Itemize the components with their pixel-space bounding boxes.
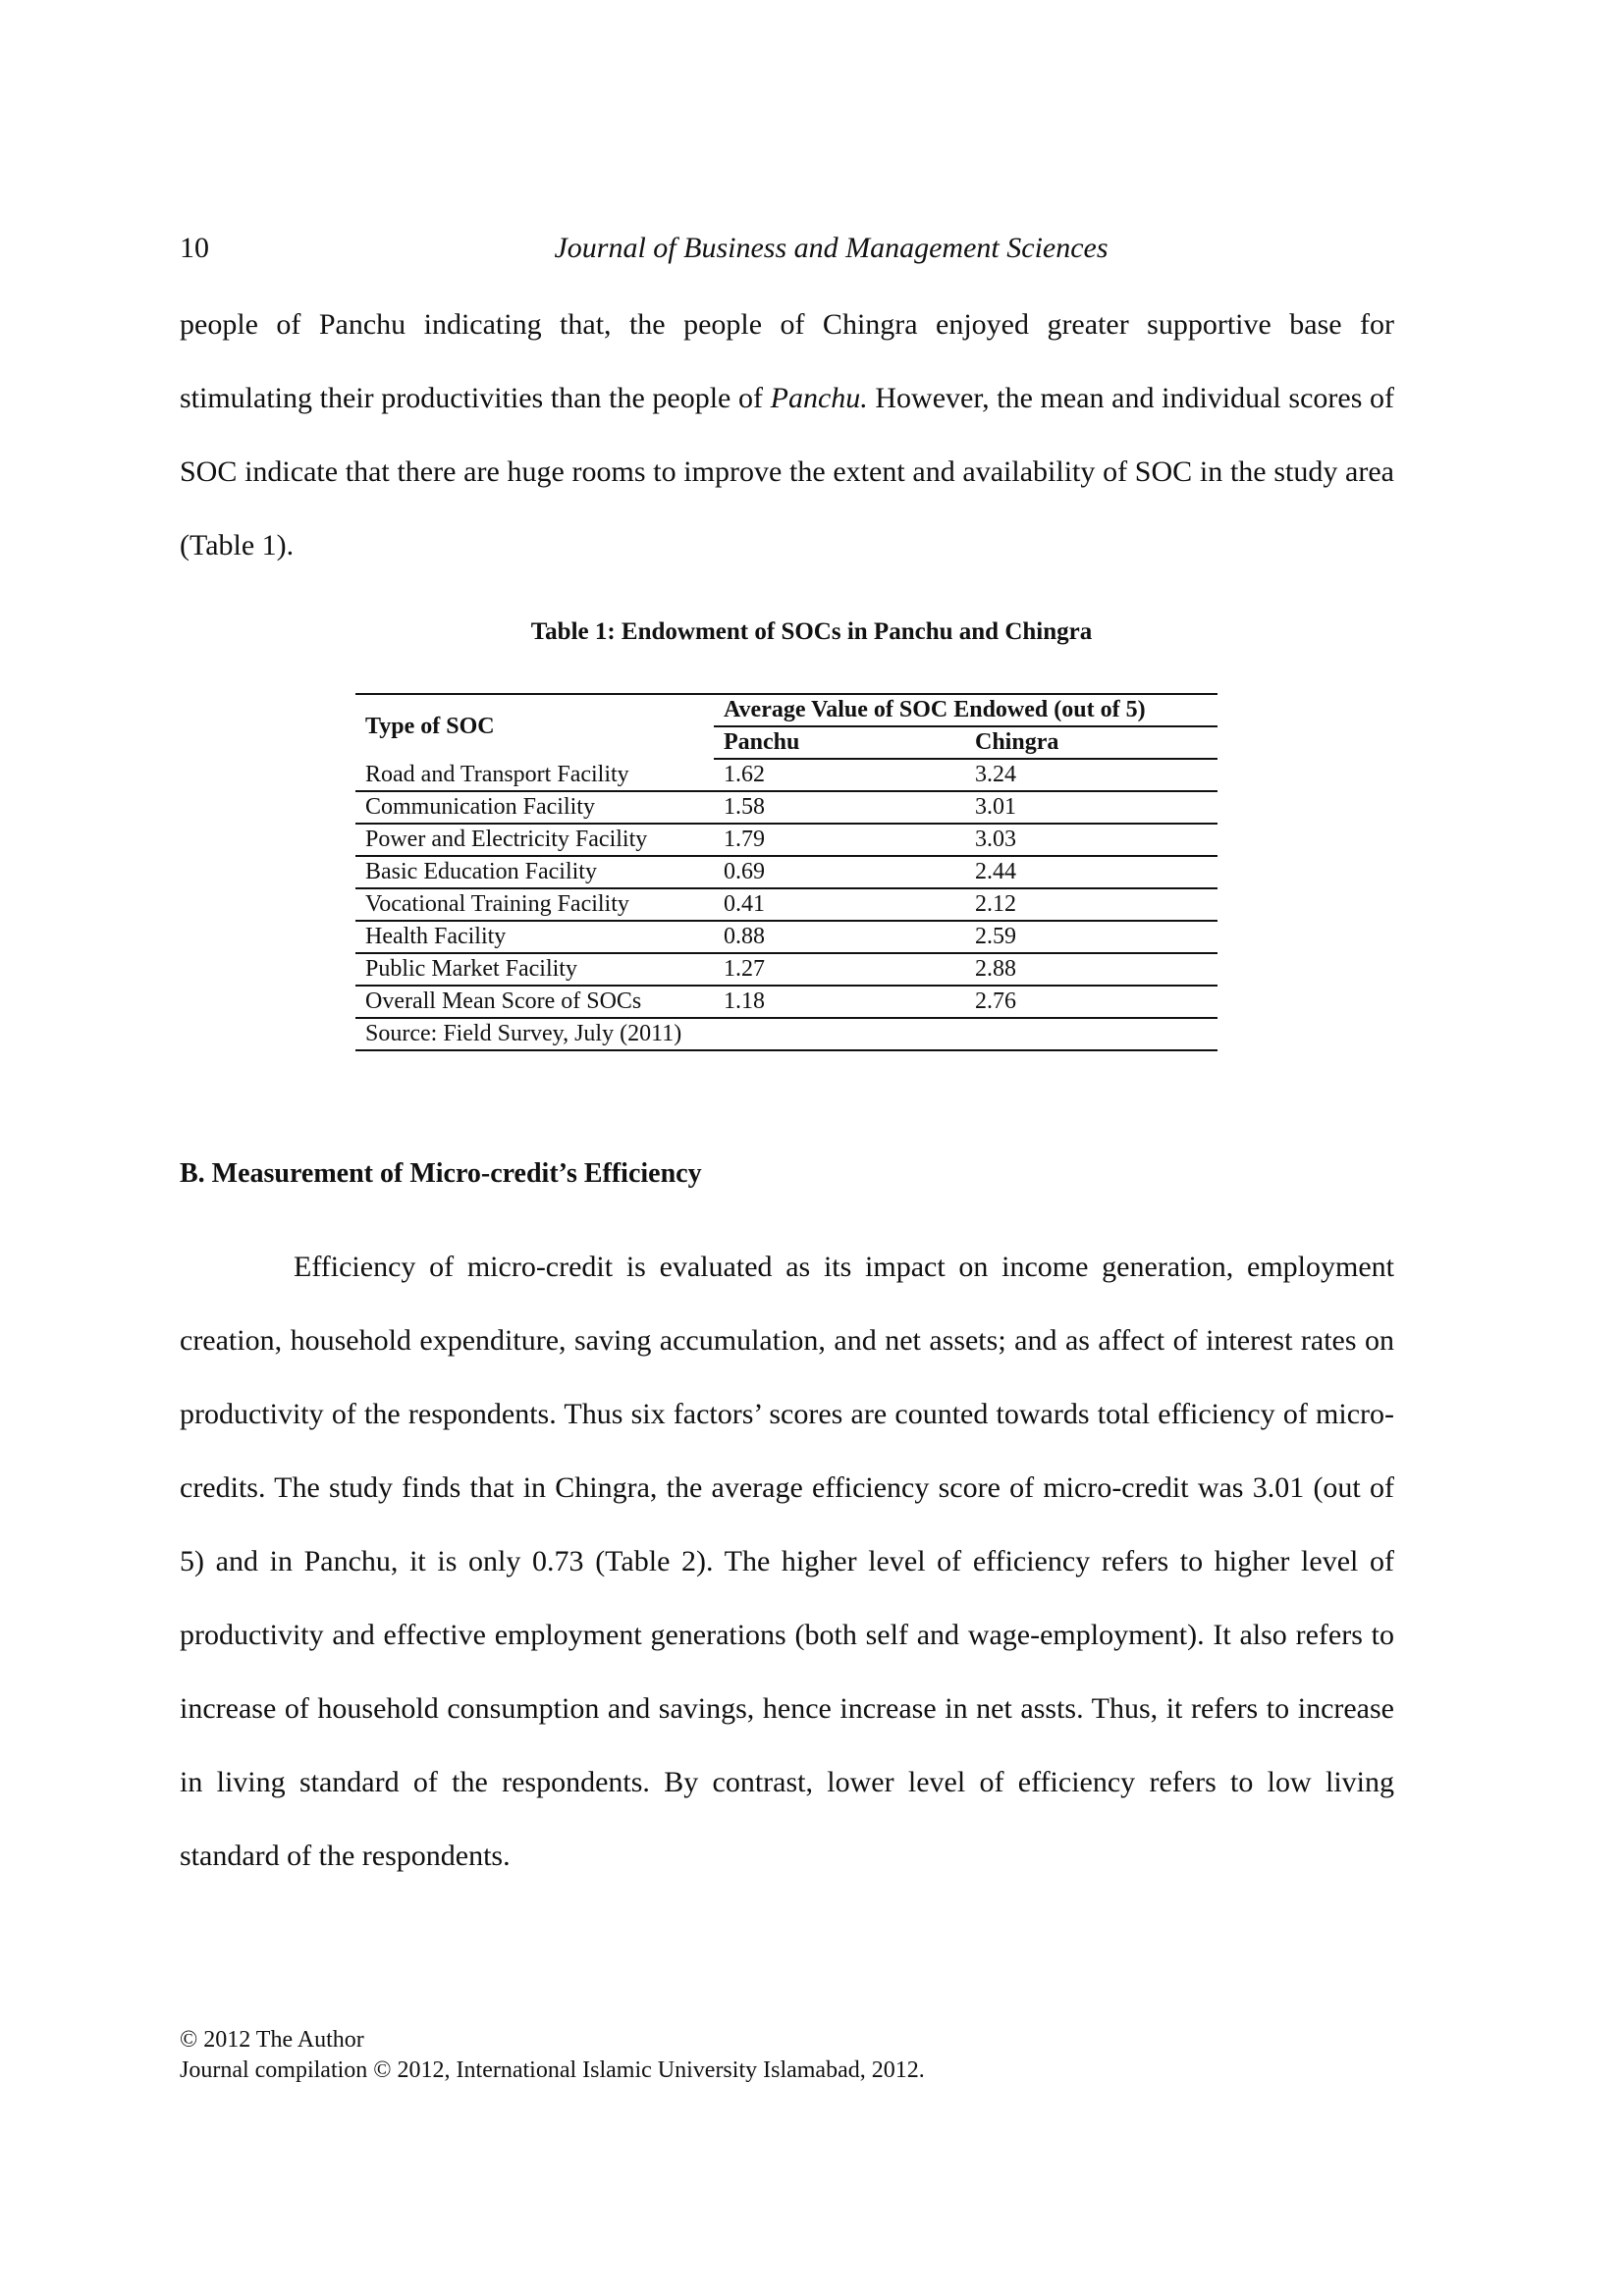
section-body-paragraph	[180, 1230, 1394, 1893]
cell-panchu: 1.79	[714, 824, 965, 856]
cell-type: Health Facility	[355, 921, 714, 953]
table-row	[355, 856, 1217, 888]
cell-chingra: 3.01	[965, 791, 1217, 824]
cell-panchu: 1.58	[714, 791, 965, 824]
cell-panchu: 1.18	[714, 986, 965, 1018]
table-row	[355, 759, 1217, 791]
cell-type: Vocational Training Facility	[355, 888, 714, 921]
cell-type: Road and Transport Facility	[355, 759, 714, 791]
cell-chingra: 2.59	[965, 921, 1217, 953]
table-row	[355, 953, 1217, 986]
table-row	[355, 824, 1217, 856]
cell-panchu: 0.69	[714, 856, 965, 888]
cell-panchu: 0.41	[714, 888, 965, 921]
section-heading: B. Measurement of Micro-credit’s Efficiency	[180, 1158, 702, 1189]
table-caption: Table 1: Endowment of SOCs in Panchu and Chingra	[530, 618, 1093, 645]
cell-chingra: 2.44	[965, 856, 1217, 888]
cell-chingra: 3.24	[965, 759, 1217, 791]
footer-compilation-line: Journal compilation © 2012, International Islamic University Islamabad, 2012.	[180, 2057, 925, 2083]
footer-author-line: © 2012 The Author	[180, 2027, 364, 2053]
header-panchu: Panchu	[714, 726, 965, 759]
cell-type: Basic Education Facility	[355, 856, 714, 888]
cell-type: Power and Electricity Facility	[355, 824, 714, 856]
cell-panchu: 0.88	[714, 921, 965, 953]
table-row	[355, 791, 1217, 824]
page-number: 10	[180, 232, 209, 264]
cell-chingra: 2.88	[965, 953, 1217, 986]
section-body-text: Efficiency of micro-credit is evaluated as its impact on income generation, employment creation, household expenditure, saving accumulation, and net assets; and as affect of interest rates on productivity of the respondents. Thus six factors’ scores are counted towards total efficiency of micro-credits. The study finds that in Chingra, the average efficiency score of micro-credit was 3.01 (out of 5) and in Panchu, it is only 0.73 (Table 2). The higher level of efficiency refers to higher level of productivity and effective employment generations (both self and wage-employment). It also refers to increase of household consumption and savings, hence increase in net assts. Thus, it refers to increase in living standard of the respondents. By contrast, lower level of efficiency refers to low living standard of the respondents.	[180, 1251, 1394, 1872]
cell-panchu: 1.27	[714, 953, 965, 986]
table-source-note: Source: Field Survey, July (2011)	[355, 1018, 1217, 1050]
intro-paragraph	[180, 288, 1394, 582]
table-body	[355, 759, 1217, 1018]
table-row	[355, 986, 1217, 1018]
copyright-footer	[180, 2025, 925, 2086]
cell-chingra: 2.76	[965, 986, 1217, 1018]
table-row	[355, 921, 1217, 953]
header-type-of-soc: Type of SOC	[355, 694, 714, 759]
cell-type: Public Market Facility	[355, 953, 714, 986]
intro-text-part2: However, the mean and individual scores of SOC indicate that there are huge rooms to improve the extent and availability of SOC in the study area (Table 1).	[180, 382, 1394, 561]
cell-type: Overall Mean Score of SOCs	[355, 986, 714, 1018]
cell-panchu: 1.62	[714, 759, 965, 791]
intro-text-italic: Panchu.	[770, 382, 868, 414]
header-chingra: Chingra	[965, 726, 1217, 759]
soc-table	[355, 693, 1217, 1051]
intro-text-part1: people of Panchu indicating that, the people of Chingra enjoyed greater supportive base for stimulating their productivities than the people of	[180, 308, 1394, 414]
table-row	[355, 888, 1217, 921]
header-average-value: Average Value of SOC Endowed (out of 5)	[714, 694, 1217, 726]
cell-type: Communication Facility	[355, 791, 714, 824]
cell-chingra: 2.12	[965, 888, 1217, 921]
cell-chingra: 3.03	[965, 824, 1217, 856]
running-head-journal-title: Journal of Business and Management Sciences	[554, 232, 1109, 264]
